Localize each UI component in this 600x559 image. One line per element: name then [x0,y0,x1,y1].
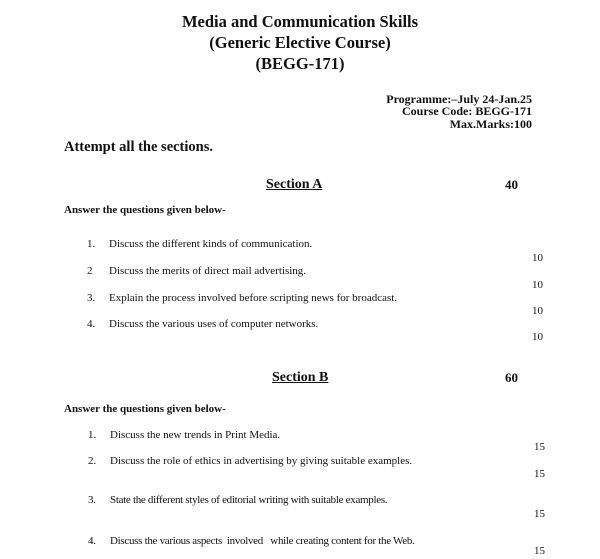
course-code-line: Course Code: BEGG-171 [402,104,532,118]
programme-line: Programme:–July 24-Jan.25 [386,92,532,106]
document-title: Media and Communication Skills [181,12,419,31]
section-b-marks: 60 [505,370,518,385]
question-number: 2 [87,265,93,277]
question-text: Explain the process involved before scripting news for broadcast. [109,292,398,304]
section-b-heading: Section B [272,370,329,385]
question-marks: 10 [532,331,543,343]
section-b-instruction: Answer the questions given below- [64,403,226,415]
question-marks: 15 [534,508,545,520]
question-text: Discuss the merits of direct mail advertising. [109,265,307,277]
general-instruction: Attempt all the sections. [64,139,214,155]
question-text: Discuss the various uses of computer networks. [109,318,319,330]
question-marks: 10 [532,279,543,291]
question-a4 [87,318,318,330]
question-number: 3. [88,494,96,506]
question-text: Discuss the new trends in Print Media. [110,429,281,441]
question-text: State the different styles of editorial writing with suitable examples. [110,494,388,506]
question-text: Discuss the various aspects involved while creating content for the Web. [110,535,415,547]
question-text: Discuss the role of ethics in advertising by giving suitable examples. [110,455,413,467]
course-code-heading: (BEGG-171) [255,54,345,73]
question-number: 4. [88,535,96,547]
question-b4 [88,535,415,547]
max-marks-line: Max.Marks:100 [449,117,532,131]
question-marks: 15 [534,468,545,480]
question-marks: 15 [534,545,545,557]
question-a2 [87,265,306,277]
question-a1 [87,238,312,250]
section-a-heading: Section A [266,177,323,192]
question-marks: 15 [534,441,545,453]
question-number: 1. [88,429,97,441]
question-text: Discuss the different kinds of communication. [109,238,313,250]
course-type: (Generic Elective Course) [209,33,391,52]
question-b2 [88,455,412,467]
question-number: 2. [88,455,97,467]
question-number: 4. [87,318,96,330]
question-a3 [87,292,397,304]
question-marks: 10 [532,252,543,264]
question-marks: 10 [532,305,543,317]
question-number: 1. [87,238,96,250]
question-number: 3. [87,292,96,304]
question-b3 [88,494,387,506]
question-b1 [88,429,280,441]
section-a-marks: 40 [505,177,518,192]
section-a-instruction: Answer the questions given below- [64,204,226,216]
